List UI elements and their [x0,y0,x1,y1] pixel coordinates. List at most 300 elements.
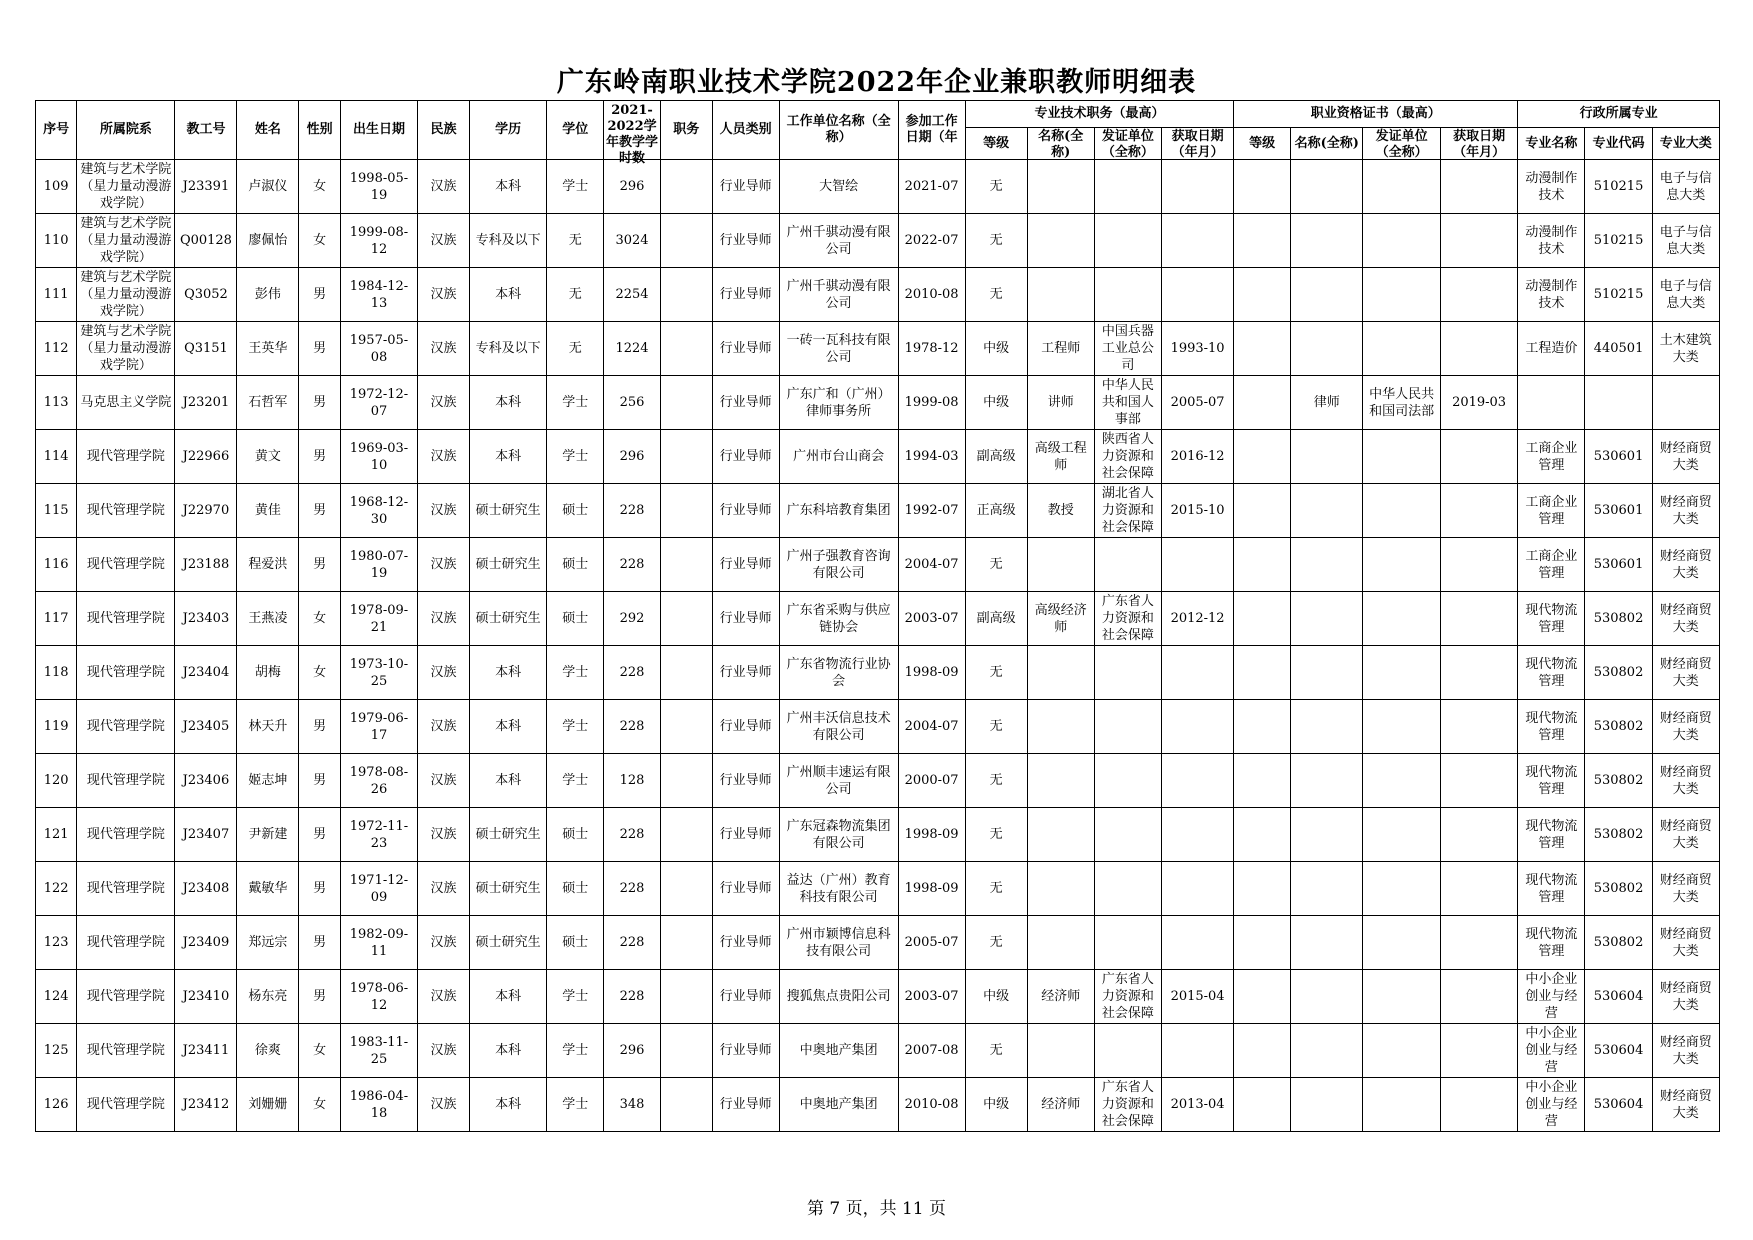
dept-text: 现代管理学院 [86,827,165,842]
work-start-text: 2007-08 [904,1043,959,1058]
tech-date-cell [1161,916,1233,970]
cert-date-cell [1440,970,1517,1024]
name-cell [237,646,299,700]
major-class-text: 电子与信息大类 [1659,278,1712,311]
table-row [36,376,1720,430]
education-cell [469,376,546,430]
cert-date-cell [1440,322,1517,376]
ethnicity-cell [418,646,470,700]
degree-cell [547,268,604,322]
major-code-cell [1585,1024,1652,1078]
work-start-cell [898,538,965,592]
hours-cell [604,1078,661,1132]
category-cell [712,322,779,376]
name-text: 徐爽 [254,1043,281,1058]
tech-name-cell [1027,1024,1094,1078]
cert-date-cell [1440,754,1517,808]
name-cell [237,214,299,268]
tech-level-cell [965,592,1027,646]
degree-text: 硕士 [562,881,589,896]
name-text: 王燕凌 [248,611,288,626]
hours-cell [604,268,661,322]
ethnicity-cell [418,754,470,808]
hours-text: 2254 [615,287,649,302]
post-cell [660,862,712,916]
major-code-cell [1585,538,1652,592]
tech-name-text: 高级经济师 [1034,602,1087,635]
category-cell [712,376,779,430]
category-text: 行业导师 [719,935,772,950]
seq-cell [36,916,77,970]
teacher-table [35,100,1720,1132]
tech-name-cell [1027,592,1094,646]
birth-cell [340,484,417,538]
education-text: 本科 [495,179,522,194]
employer-cell [779,376,898,430]
tech-level-text: 无 [989,719,1003,734]
name-text: 程爱洪 [248,557,288,572]
cert-level-cell [1234,268,1291,322]
employer-text: 一砖一瓦科技有限公司 [786,332,891,365]
name-cell [237,538,299,592]
col-major-code-label: 专业代码 [1592,135,1645,151]
seq-cell [36,754,77,808]
cert-issuer-cell [1363,160,1440,214]
birth-cell [340,214,417,268]
table-row [36,268,1720,322]
degree-text: 硕士 [562,935,589,950]
dept-cell [77,484,175,538]
degree-text: 学士 [562,773,589,788]
tech-date-cell [1161,160,1233,214]
gender-cell [299,754,340,808]
cert-issuer-cell [1363,916,1440,970]
birth-text: 1984-12-13 [349,278,409,311]
category-cell [712,1024,779,1078]
education-cell [469,970,546,1024]
name-cell [237,160,299,214]
work-start-text: 2003-07 [904,989,959,1004]
category-cell [712,754,779,808]
degree-cell [547,754,604,808]
major-name-text: 中小企业创业与经营 [1525,972,1578,1021]
name-text: 胡梅 [254,665,281,680]
tech-date-text: 2005-07 [1170,395,1225,410]
staff-id-cell [175,700,237,754]
cert-date-cell [1440,808,1517,862]
employer-text: 广州千骐动漫有限公司 [786,278,891,311]
major-name-text: 现代物流管理 [1525,602,1578,635]
dept-cell [77,430,175,484]
tech-level-cell [965,754,1027,808]
table-row [36,592,1720,646]
name-cell [237,862,299,916]
seq-cell [36,1078,77,1132]
degree-text: 学士 [562,1097,589,1112]
tech-issuer-cell [1094,1024,1161,1078]
tech-level-text: 无 [989,935,1003,950]
birth-text: 1998-05-19 [349,170,409,203]
col-cert-date-label: 获取日期（年月） [1453,128,1506,160]
birth-cell [340,808,417,862]
education-cell [469,1078,546,1132]
post-cell [660,322,712,376]
major-class-text: 财经商贸大类 [1659,602,1712,635]
ethnicity-text: 汉族 [430,665,457,680]
tech-level-text: 正高级 [976,503,1016,518]
tech-date-cell [1161,646,1233,700]
col-cert-issuer-label: 发证单位（全称） [1375,128,1428,160]
major-class-text: 财经商贸大类 [1659,656,1712,689]
employer-cell [779,1024,898,1078]
tech-issuer-cell [1094,268,1161,322]
staff-id-cell [175,160,237,214]
major-name-cell [1518,1078,1585,1132]
gender-cell [299,970,340,1024]
post-cell [660,754,712,808]
seq-cell [36,808,77,862]
cert-date-cell [1440,1024,1517,1078]
table-row [36,916,1720,970]
major-name-cell [1518,916,1585,970]
employer-text: 益达（广州）教育科技有限公司 [786,872,891,905]
ethnicity-cell [418,700,470,754]
employer-text: 广州子强教育咨询有限公司 [786,548,891,581]
table-header [36,101,1720,166]
hours-cell [604,376,661,430]
tech-issuer-cell [1094,214,1161,268]
major-class-cell [1652,376,1719,430]
education-text: 专科及以下 [475,233,541,248]
hours-text: 3024 [615,233,649,248]
ethnicity-text: 汉族 [430,611,457,626]
birth-text: 1982-09-11 [349,926,409,959]
education-cell [469,916,546,970]
staff-id-text: J23406 [182,773,230,788]
major-class-cell [1652,808,1719,862]
seq-text: 110 [43,233,69,248]
gender-text: 女 [313,1097,327,1112]
gender-cell [299,1024,340,1078]
col-tech-date [1161,128,1233,160]
cert-name-cell [1291,862,1363,916]
dept-cell [77,538,175,592]
seq-cell [36,592,77,646]
education-cell [469,484,546,538]
cert-name-cell [1291,592,1363,646]
gender-text: 女 [313,1043,327,1058]
major-name-text: 中小企业创业与经营 [1525,1080,1578,1129]
tech-level-text: 无 [989,665,1003,680]
category-text: 行业导师 [719,341,772,356]
tech-name-cell [1027,538,1094,592]
employer-cell [779,862,898,916]
work-start-text: 1994-03 [904,449,959,464]
degree-cell [547,322,604,376]
category-text: 行业导师 [719,665,772,680]
cert-name-cell [1291,160,1363,214]
employer-cell [779,916,898,970]
hours-text: 296 [619,1043,645,1058]
dept-text: 现代管理学院 [86,1097,165,1112]
cert-date-cell [1440,538,1517,592]
tech-date-cell [1161,1078,1233,1132]
col-tech-date-label: 获取日期（年月） [1171,128,1224,160]
name-text: 刘姗姗 [248,1097,288,1112]
tech-level-cell [965,160,1027,214]
work-start-text: 2003-07 [904,611,959,626]
ethnicity-text: 汉族 [430,557,457,572]
col-hours-label: 2021-2022学年教学学时数 [606,102,659,166]
major-class-text: 财经商贸大类 [1659,1034,1712,1067]
hours-text: 1224 [615,341,649,356]
gender-text: 男 [313,719,327,734]
cert-date-cell [1440,214,1517,268]
birth-text: 1957-05-08 [349,332,409,365]
tech-level-text: 无 [989,557,1003,572]
tech-level-cell [965,646,1027,700]
tech-level-cell [965,862,1027,916]
ethnicity-cell [418,916,470,970]
seq-text: 116 [43,557,69,572]
table-row [36,1078,1720,1132]
page-footer: 第 7 页，共 11 页 [806,1199,947,1219]
col-cert-date [1440,128,1517,160]
cert-issuer-cell [1363,376,1440,430]
hours-cell [604,430,661,484]
seq-cell [36,322,77,376]
post-cell [660,268,712,322]
seq-text: 117 [43,611,69,626]
page-title: 广东岭南职业技术学院2022年企业兼职教师明细表 [556,67,1197,98]
employer-text: 广东省采购与供应链协会 [786,602,891,635]
major-code-text: 530802 [1593,935,1644,950]
cert-name-cell [1291,322,1363,376]
major-code-text: 530802 [1593,773,1644,788]
employer-cell [779,646,898,700]
employer-text: 广州丰沃信息技术有限公司 [786,710,891,743]
tech-name-text: 经济师 [1041,989,1081,1004]
birth-text: 1986-04-18 [349,1088,409,1121]
employer-text: 广东科培教育集团 [786,503,891,518]
major-name-cell [1518,592,1585,646]
birth-text: 1979-06-17 [349,710,409,743]
hours-text: 292 [619,611,645,626]
major-code-text: 530802 [1593,665,1644,680]
hours-text: 228 [619,989,645,1004]
tech-level-cell [965,430,1027,484]
gender-cell [299,484,340,538]
cert-level-cell [1234,160,1291,214]
staff-id-cell [175,376,237,430]
tech-level-cell [965,322,1027,376]
cert-issuer-cell [1363,484,1440,538]
education-text: 本科 [495,719,522,734]
major-name-cell [1518,1024,1585,1078]
major-name-text: 动漫制作技术 [1525,224,1578,257]
major-code-cell [1585,160,1652,214]
major-name-text: 现代物流管理 [1525,818,1578,851]
tech-name-cell [1027,970,1094,1024]
ethnicity-cell [418,1024,470,1078]
employer-text: 广州顺丰速运有限公司 [786,764,891,797]
cert-name-cell [1291,646,1363,700]
col-tech-name-label: 名称(全称) [1038,128,1084,160]
major-name-cell [1518,160,1585,214]
category-text: 行业导师 [719,449,772,464]
work-start-text: 1999-08 [904,395,959,410]
major-name-cell [1518,754,1585,808]
staff-id-text: Q3151 [184,341,228,356]
dept-text: 现代管理学院 [86,665,165,680]
tech-date-text: 2015-04 [1170,989,1225,1004]
major-class-text: 财经商贸大类 [1659,764,1712,797]
ethnicity-cell [418,376,470,430]
hours-cell [604,700,661,754]
name-text: 彭伟 [254,287,281,302]
col-staff-id: 教工号 [175,101,237,160]
work-start-cell [898,268,965,322]
major-code-cell [1585,268,1652,322]
tech-name-text: 经济师 [1041,1097,1081,1112]
tech-name-cell [1027,376,1094,430]
dept-cell [77,1078,175,1132]
education-cell [469,754,546,808]
tech-level-cell [965,700,1027,754]
post-cell [660,808,712,862]
education-text: 本科 [495,665,522,680]
education-cell [469,700,546,754]
table-row [36,160,1720,214]
major-code-cell [1585,970,1652,1024]
major-name-cell [1518,484,1585,538]
major-code-cell [1585,214,1652,268]
name-cell [237,970,299,1024]
tech-date-cell [1161,268,1233,322]
col-degree: 学位 [547,101,604,160]
seq-text: 124 [43,989,69,1004]
post-cell [660,538,712,592]
birth-text: 1969-03-10 [349,440,409,473]
name-cell [237,592,299,646]
education-text: 本科 [495,449,522,464]
work-start-text: 2010-08 [904,287,959,302]
employer-cell [779,808,898,862]
cert-level-cell [1234,646,1291,700]
birth-cell [340,538,417,592]
seq-cell [36,646,77,700]
work-start-text: 2021-07 [904,179,959,194]
major-name-text: 现代物流管理 [1525,926,1578,959]
gender-cell [299,376,340,430]
table-row [36,538,1720,592]
staff-id-cell [175,322,237,376]
table-row [36,646,1720,700]
seq-cell [36,1024,77,1078]
dept-cell [77,970,175,1024]
degree-cell [547,376,604,430]
work-start-cell [898,484,965,538]
major-name-cell [1518,646,1585,700]
tech-date-text: 2012-12 [1170,611,1225,626]
tech-level-cell [965,538,1027,592]
category-text: 行业导师 [719,557,772,572]
col-tech-issuer [1094,128,1161,160]
employer-text: 广东省物流行业协会 [786,656,891,689]
work-start-text: 2000-07 [904,773,959,788]
tech-date-cell [1161,808,1233,862]
hours-text: 128 [619,773,645,788]
tech-issuer-cell [1094,754,1161,808]
staff-id-text: J23410 [182,989,230,1004]
major-class-cell [1652,484,1719,538]
major-class-cell [1652,160,1719,214]
major-class-cell [1652,862,1719,916]
cert-name-cell [1291,484,1363,538]
employer-text: 广州市颖博信息科技有限公司 [786,926,891,959]
major-code-text: 530802 [1593,719,1644,734]
tech-level-text: 无 [989,233,1003,248]
major-name-text: 工商企业管理 [1525,494,1578,527]
seq-cell [36,214,77,268]
tech-name-cell [1027,160,1094,214]
education-cell [469,322,546,376]
ethnicity-cell [418,862,470,916]
cert-date-cell [1440,430,1517,484]
staff-id-text: J23405 [182,719,230,734]
dept-text: 现代管理学院 [86,989,165,1004]
tech-name-text: 讲师 [1047,395,1074,410]
col-ethnicity: 民族 [418,101,470,160]
major-code-text: 510215 [1593,287,1644,302]
cert-level-cell [1234,970,1291,1024]
category-text: 行业导师 [719,611,772,626]
work-start-cell [898,754,965,808]
staff-id-cell [175,970,237,1024]
major-class-text: 财经商贸大类 [1659,494,1712,527]
table-row [36,1024,1720,1078]
category-text: 行业导师 [719,179,772,194]
major-class-cell [1652,916,1719,970]
table-row [36,430,1720,484]
education-text: 硕士研究生 [475,935,541,950]
major-name-text: 工商企业管理 [1525,440,1578,473]
col-cert-issuer [1363,128,1440,160]
seq-text: 125 [43,1043,69,1058]
major-code-text: 530601 [1593,557,1644,572]
major-class-cell [1652,1078,1719,1132]
cert-name-cell [1291,1078,1363,1132]
staff-id-text: J22970 [182,503,230,518]
ethnicity-text: 汉族 [430,719,457,734]
birth-cell [340,268,417,322]
cert-level-cell [1234,862,1291,916]
group-certificate: 职业资格证书（最高） [1234,101,1518,128]
gender-text: 男 [313,287,327,302]
ethnicity-text: 汉族 [430,881,457,896]
staff-id-cell [175,214,237,268]
employer-cell [779,484,898,538]
seq-cell [36,430,77,484]
education-cell [469,268,546,322]
gender-cell [299,592,340,646]
dept-text: 现代管理学院 [86,1043,165,1058]
gender-text: 男 [313,989,327,1004]
gender-text: 男 [313,881,327,896]
major-name-cell [1518,700,1585,754]
tech-level-text: 中级 [983,395,1010,410]
category-cell [712,430,779,484]
